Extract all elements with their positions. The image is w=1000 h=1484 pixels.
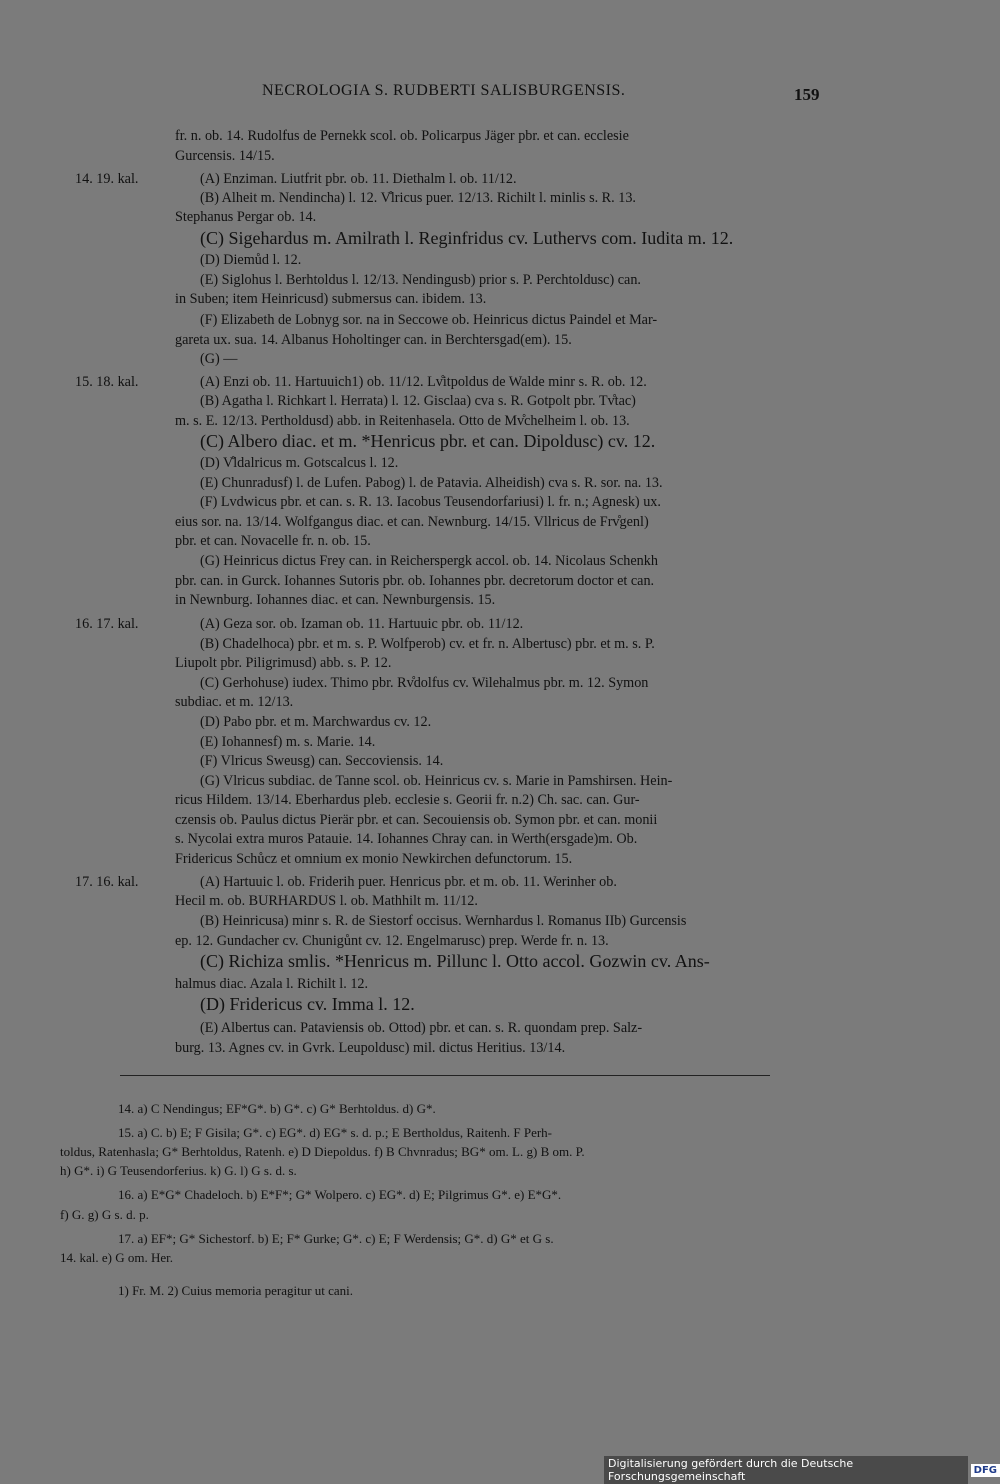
footnote-line: 16. a) E*G* Chadeloch. b) E*F*; G* Wolpero. c) EG*. d) E; Pilgrimus G*. e) E*G*. [118, 1187, 562, 1202]
text-line: czensis ob. Paulus dictus Pierär pbr. et can. Secouiensis ob. Symon pbr. et can. monii [175, 812, 658, 828]
text-line: eius sor. na. 13/14. Wolfgangus diac. et can. Newnburg. 14/15. Vllricus de Frv̊genl) [175, 514, 649, 530]
text-line: (B) Heinricusa) minr s. R. de Siestorf occisus. Wernhardus l. Romanus IIb) Gurcensis [200, 913, 687, 929]
footnote-line: f) G. g) G s. d. p. [60, 1207, 149, 1222]
running-title: NECROLOGIA S. RUDBERTI SALISBURGENSIS. [262, 82, 626, 99]
text-line: (B) Alheit m. Nendincha) l. 12. V̊lricus puer. 12/13. Richilt l. minlis s. R. 13. [200, 190, 636, 206]
footnote-line: h) G*. i) G Teusendorferius. k) G. l) G s. d. s. [60, 1163, 297, 1178]
text-line: (D) Fridericus cv. Imma l. 12. [200, 994, 415, 1014]
footnote-line: 1) Fr. M. 2) Cuius memoria peragitur ut cani. [118, 1283, 354, 1298]
text-line: (C) Albero diac. et m. *Henricus pbr. et can. Dipoldusc) cv. 12. [200, 431, 656, 451]
text-line: fr. n. ob. 14. Rudolfus de Pernekk scol. ob. Policarpus Jäger pbr. et can. ecclesie [175, 128, 629, 144]
footnote-line: 17. a) EF*; G* Sichestorf. b) E; F* Gurke; G*. c) E; F Werdensis; G*. d) G* et G s. [118, 1231, 554, 1246]
credit-text: Digitalisierung gefördert durch die Deutsche Forschungsgemeinschaft [604, 1456, 968, 1484]
text-line: (F) Lvdwicus pbr. et can. s. R. 13. Iacobus Teusendorfariusi) l. fr. n.; Agnesk) ux. [200, 494, 661, 510]
footnote-line: 14. kal. e) G om. Her. [60, 1250, 174, 1265]
text-line: ricus Hildem. 13/14. Eberhardus pleb. ecclesie s. Georii fr. n.2) Ch. sac. can. Gur- [175, 792, 640, 808]
text-line: (A) Geza sor. ob. Izaman ob. 11. Hartuuic pbr. ob. 11/12. [200, 616, 524, 632]
text-line: pbr. et can. Novacelle fr. n. ob. 15. [175, 533, 371, 549]
footnote-line: 14. a) C Nendingus; EF*G*. b) G*. c) G* Berhtoldus. d) G*. [118, 1101, 436, 1116]
text-line: (C) Richiza smlis. *Henricus m. Pillunc l. Otto accol. Gozwin cv. Ans- [200, 951, 710, 971]
text-line: halmus diac. Azala l. Richilt l. 12. [175, 976, 369, 992]
dfg-logo-icon: DFG [971, 1464, 1000, 1477]
running-header [0, 82, 1000, 112]
text-line: in Newnburg. Iohannes diac. et can. Newnburgensis. 15. [175, 592, 496, 608]
text-line: (E) Iohannesf) m. s. Marie. 14. [200, 734, 376, 750]
text-line: subdiac. et m. 12/13. [175, 694, 294, 710]
date-label: 15. 18. kal. [75, 374, 139, 390]
page-number: 159 [794, 85, 820, 104]
date-label: 14. 19. kal. [75, 171, 139, 187]
text-line: (B) Agatha l. Richkart l. Herrata) l. 12. Gisclaa) cva s. R. Gotpolt pbr. Tv̊tac) [200, 393, 636, 409]
date-label: 17. 16. kal. [75, 874, 139, 890]
text-line: Stephanus Pergar ob. 14. [175, 209, 317, 225]
text-line: (E) Albertus can. Pataviensis ob. Ottod) pbr. et can. s. R. quondam prep. Salz- [200, 1020, 643, 1036]
date-label: 16. 17. kal. [75, 616, 139, 632]
footnote-line: toldus, Ratenhasla; G* Berhtoldus, Ratenh. e) D Diepoldus. f) B Chvnradus; BG* om. L. g) B om. P. [60, 1144, 585, 1159]
text-line: (D) Pabo pbr. et m. Marchwardus cv. 12. [200, 714, 432, 730]
text-line: (E) Siglohus l. Berhtoldus l. 12/13. Nendingusb) prior s. P. Perchtoldusc) can. [200, 272, 641, 288]
footnote-divider [120, 1075, 770, 1076]
text-line: (B) Chadelhoca) pbr. et m. s. P. Wolfperob) cv. et fr. n. Albertusc) pbr. et m. s. P. [200, 636, 655, 652]
text-line: (G) Heinricus dictus Frey can. in Reicherspergk accol. ob. 14. Nicolaus Schenkh [200, 553, 658, 569]
text-line: gareta ux. sua. 14. Albanus Hoholtinger can. in Berchtersgad(em). 15. [175, 332, 572, 348]
text-line: (G) — [200, 351, 238, 367]
text-line: Hecil m. ob. BURHARDUS l. ob. Mathhilt m. 11/12. [175, 893, 478, 909]
text-line: (F) Vlricus Sweusg) can. Seccoviensis. 14. [200, 753, 444, 769]
text-line: Fridericus Schůcz et omnium ex monio Newkirchen defunctorum. 15. [175, 851, 573, 867]
text-line: in Suben; item Heinricusd) submersus can. ibidem. 13. [175, 291, 487, 307]
text-line: (F) Elizabeth de Lobnyg sor. na in Seccowe ob. Heinricus dictus Paindel et Mar- [200, 312, 658, 328]
text-line: (A) Enzi ob. 11. Hartuuich1) ob. 11/12. Lv̊itpoldus de Walde minr s. R. ob. 12. [200, 374, 647, 390]
text-line: (C) Sigehardus m. Amilrath l. Reginfridus cv. Luthervs com. Iudita m. 12. [200, 228, 734, 248]
digitization-credit [604, 1457, 1000, 1483]
text-line: (E) Chunradusf) l. de Lufen. Pabog) l. de Patavia. Alheidish) cva s. R. sor. na. 13. [200, 475, 663, 491]
text-line: s. Nycolai extra muros Patauie. 14. Iohannes Chray can. in Werth(ersgade)m. Ob. [175, 831, 638, 847]
text-line: (D) V̊ldalricus m. Gotscalcus l. 12. [200, 455, 399, 471]
text-line: m. s. E. 12/13. Pertholdusd) abb. in Reitenhasela. Otto de Mv̊chelheim l. ob. 13. [175, 413, 630, 429]
text-line: Gurcensis. 14/15. [175, 148, 275, 164]
text-line: burg. 13. Agnes cv. in Gvrk. Leupoldusc) mil. dictus Heritius. 13/14. [175, 1040, 566, 1056]
text-line: ep. 12. Gundacher cv. Chunigůnt cv. 12. Engelmarusc) prep. Werde fr. n. 13. [175, 933, 609, 949]
text-line: (A) Hartuuic l. ob. Friderih puer. Henricus pbr. et m. ob. 11. Werinher ob. [200, 874, 617, 890]
text-line: Liupolt pbr. Piligrimusd) abb. s. P. 12. [175, 655, 392, 671]
text-line: (C) Gerhohuse) iudex. Thimo pbr. Rv̊dolfus cv. Wilehalmus pbr. m. 12. Symon [200, 675, 649, 691]
footnote-line: 15. a) C. b) E; F Gisila; G*. c) EG*. d) EG* s. d. p.; E Bertholdus, Raitenh. F Perh- [118, 1125, 553, 1140]
text-line: pbr. can. in Gurck. Iohannes Sutoris pbr. ob. Iohannes pbr. decretorum doctor et can. [175, 573, 655, 589]
text-line: (D) Diemůd l. 12. [200, 252, 302, 268]
text-line: (A) Enziman. Liutfrit pbr. ob. 11. Diethalm l. ob. 11/12. [200, 171, 517, 187]
text-line: (G) Vlricus subdiac. de Tanne scol. ob. Heinricus cv. s. Marie in Pamshirsen. Hein- [200, 773, 673, 789]
